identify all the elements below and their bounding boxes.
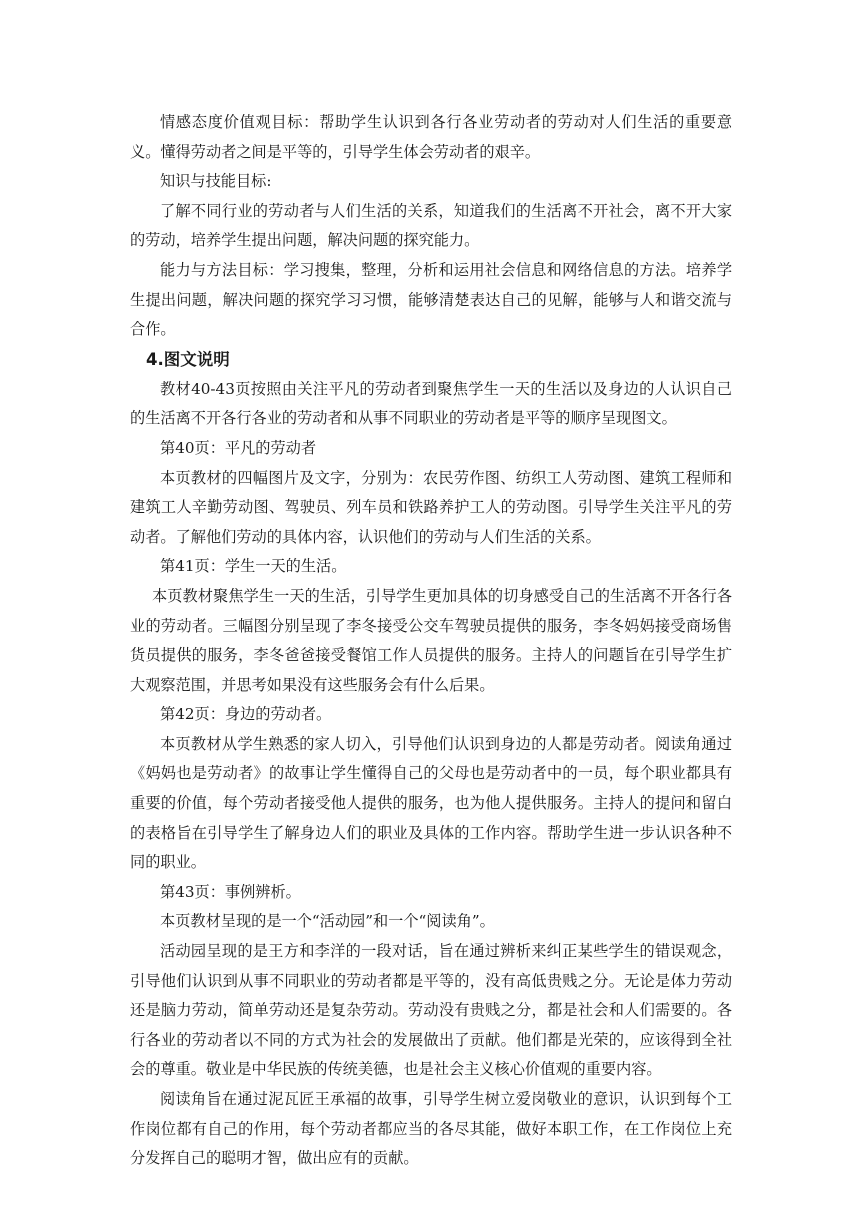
paragraph-p43-body: 本页教材呈现的是一个“活动园”和一个“阅读角”。	[160, 912, 495, 931]
paragraph-p40-title: 第40页：平凡的劳动者	[160, 438, 317, 457]
paragraph-reading: 阅读角旨在通过泥瓦匠王承福的故事，引导学生树立爱岗敬业的意识，认识到每个工作岗位都有自己的作用，每个劳动者都应当的各尽其能，做好本职工作，在工作岗位上充分发挥自己的聪明才智，做出应有的贡献。	[130, 1090, 732, 1168]
document-page	[130, 108, 732, 1174]
paragraph-emotion-goal: 情感态度价值观目标：帮助学生认识到各行各业劳动者的劳动对人们生活的重要意义。懂得劳动者之间是平等的，引导学生体会劳动者的艰辛。	[130, 113, 732, 161]
paragraph-p43-title: 第43页：事例辨析。	[160, 882, 301, 901]
paragraph-p42-body: 本页教材从学生熟悉的家人切入，引导他们认识到身边的人都是劳动者。阅读角通过《妈妈也是劳动者》的故事让学生懂得自己的父母也是劳动者中的一员，每个职业都具有重要的价值，每个劳动者接受他人提供的服务，也为他人提供服务。主持人的提问和留白的表格旨在引导学生了解身边人们的职业及具体的工作内容。帮助学生进一步认识各种不同的职业。	[130, 734, 732, 872]
paragraph-p41-title: 第41页：学生一天的生活。	[160, 557, 347, 576]
paragraph-ability-goal: 能力与方法目标：学习搜集，整理，分析和运用社会信息和网络信息的方法。培养学生提出问题，解决问题的探究学习习惯，能够清楚表达自己的见解，能够与人和谐交流与合作。	[130, 260, 732, 339]
paragraph-p42-title: 第42页：身边的劳动者。	[160, 705, 332, 724]
section-heading: 4.图文说明	[146, 349, 230, 369]
paragraph-p41-body: 本页教材聚焦学生一天的生活，引导学生更加具体的切身感受自己的生活离不开各行各业的劳动者。三幅图分别呈现了李冬接受公交车驾驶员提供的服务，李冬妈妈接受商场售货员提供的服务，李冬爸爸接受餐馆工作人员提供的服务。主持人的问题旨在引导学生扩大观察范围，并思考如果没有这些服务会有什么后果。	[130, 586, 732, 694]
paragraph-activity: 活动园呈现的是王方和李洋的一段对话，旨在通过辨析来纠正某些学生的错误观念，引导他们认识到从事不同职业的劳动者都是平等的，没有高低贵贱之分。无论是体力劳动还是脑力劳动，简单劳动还是复杂劳动。劳动没有贵贱之分，都是社会和人们需要的。各行各业的劳动者以不同的方式为社会的发展做出了贡献。他们都是光荣的，应该得到全社会的尊重。敬业是中华民族的传统美德，也是社会主义核心价值观的重要内容。	[130, 942, 732, 1079]
paragraph-p40-body: 本页教材的四幅图片及文字，分别为：农民劳作图、纺织工人劳动图、建筑工程师和建筑工人辛勤劳动图、驾驶员、列车员和铁路养护工人的劳动图。引导学生关注平凡的劳动者。了解他们劳动的具体内容，认识他们的劳动与人们生活的关系。	[130, 468, 732, 546]
paragraph-knowledge-goal-title: 知识与技能目标:	[160, 172, 272, 191]
paragraph-intro: 教材40-43页按照由关注平凡的劳动者到聚焦学生一天的生活以及身边的人认识自己的生活离不开各行各业的劳动者和从事不同职业的劳动者是平等的顺序呈现图文。	[130, 379, 732, 428]
paragraph-knowledge-goal: 了解不同行业的劳动者与人们生活的关系，知道我们的生活离不开社会，离不开大家的劳动，培养学生提出问题，解决问题的探究能力。	[130, 201, 732, 250]
